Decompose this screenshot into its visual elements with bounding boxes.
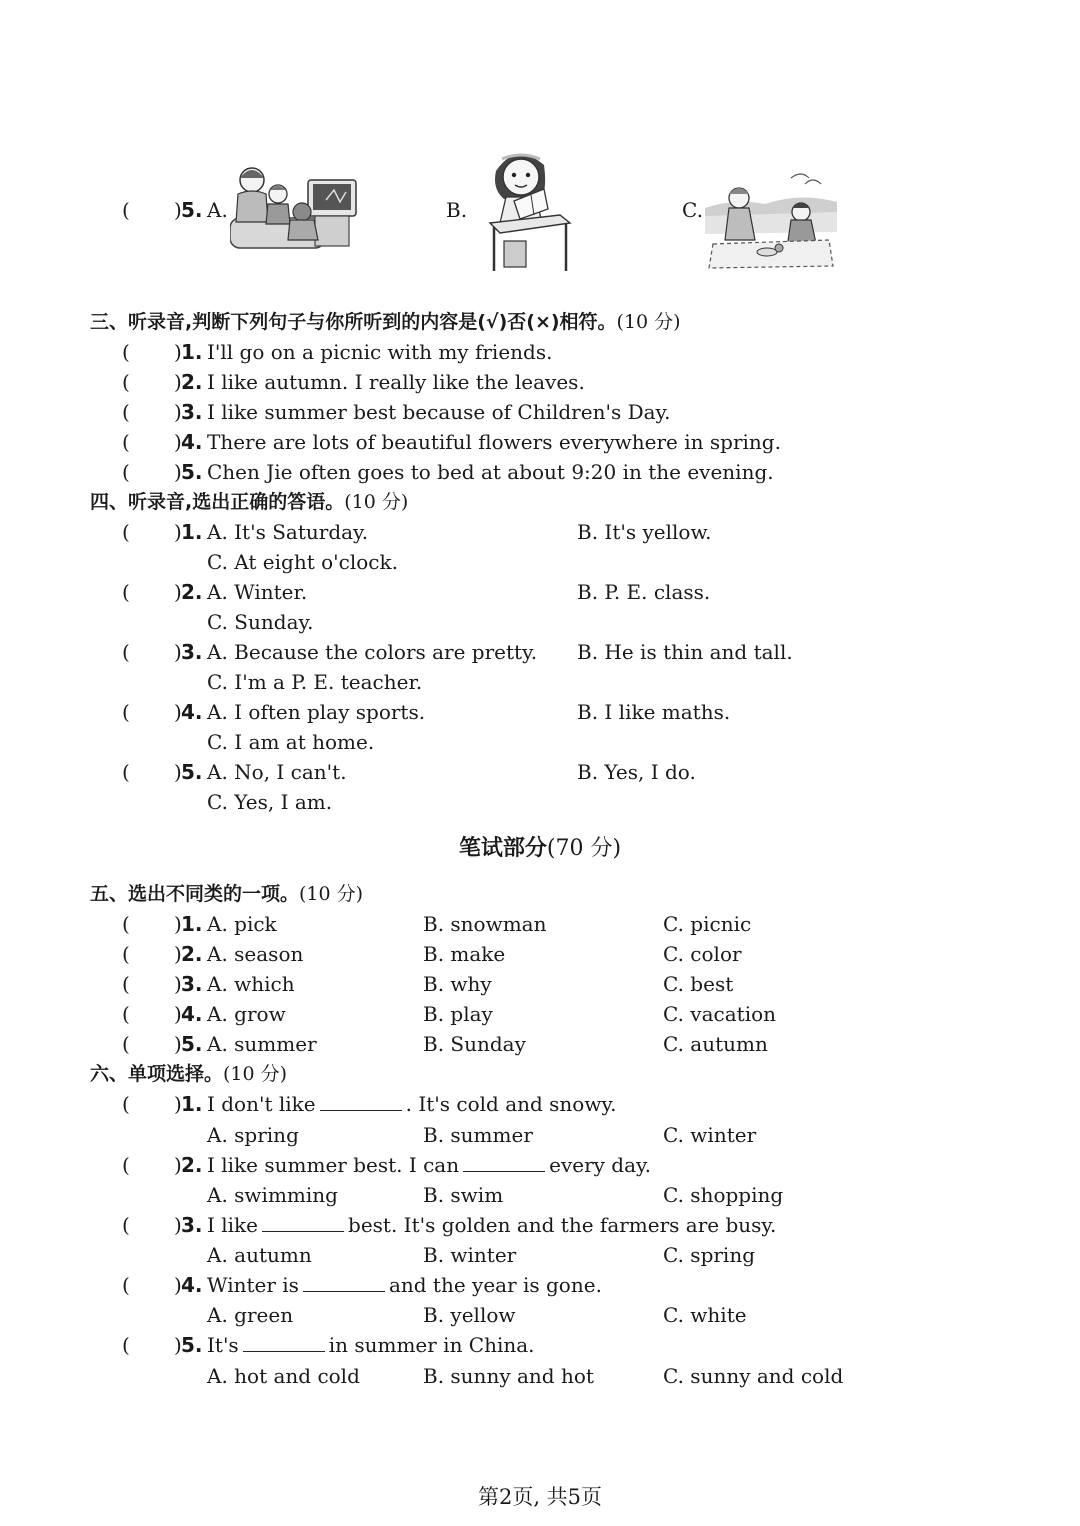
question-pre: I don't like xyxy=(207,1092,316,1116)
answer-paren-close: ) xyxy=(174,370,182,394)
answer-paren-open: ( xyxy=(122,460,130,484)
sec4-item-4 xyxy=(0,697,1080,727)
option-c: C. autumn xyxy=(663,1032,768,1056)
option-b: B. why xyxy=(423,972,492,996)
section-4-title-text: 四、听录音,选出正确的答语。 xyxy=(90,491,345,513)
answer-paren-close: ) xyxy=(174,942,182,966)
option-b: B. make xyxy=(423,942,506,966)
answer-paren-open: ( xyxy=(122,700,130,724)
option-a: A. which xyxy=(207,972,295,996)
option-b-label: B. xyxy=(446,198,468,222)
answer-paren-close: ) xyxy=(174,430,182,454)
question-text: I like summer best because of Children's Day. xyxy=(207,400,671,424)
sec6-item-3-options xyxy=(0,1240,1080,1270)
section-3-title xyxy=(90,307,681,337)
section-3-points: (10 分) xyxy=(616,311,681,333)
sec6-item-1 xyxy=(0,1089,1080,1119)
question-post: and the year is gone. xyxy=(388,1273,602,1297)
option-b: B. snowman xyxy=(423,912,547,936)
question-number: 5. xyxy=(181,760,203,784)
sec4-item-5-c xyxy=(0,787,1080,817)
sec4-item-4-c xyxy=(0,727,1080,757)
sec5-item-1 xyxy=(0,909,1080,939)
sec4-item-2-c xyxy=(0,607,1080,637)
option-a: A. hot and cold xyxy=(207,1364,360,1388)
option-b: B. It's yellow. xyxy=(577,520,712,544)
section-5-title-text: 五、选出不同类的一项。 xyxy=(90,883,300,905)
girl-reading-at-desk-icon xyxy=(486,145,578,275)
sec6-item-5 xyxy=(0,1330,1080,1360)
sec6-item-4-options xyxy=(0,1300,1080,1330)
answer-paren-open: ( xyxy=(122,198,130,222)
answer-paren-open: ( xyxy=(122,1213,130,1237)
question-post: best. It's golden and the farmers are busy. xyxy=(348,1213,777,1237)
kids-picnic-icon xyxy=(705,168,837,272)
answer-paren-open: ( xyxy=(122,640,130,664)
fill-blank[interactable] xyxy=(320,1090,402,1111)
sec5-item-2 xyxy=(0,939,1080,969)
answer-paren-close: ) xyxy=(174,1213,182,1237)
question-text: I like autumn. I really like the leaves. xyxy=(207,370,585,394)
question-pre: Winter is xyxy=(207,1273,299,1297)
written-part-points: (70 分) xyxy=(546,836,622,861)
answer-paren-open: ( xyxy=(122,370,130,394)
option-a: A. Because the colors are pretty. xyxy=(207,640,538,664)
question-number: 5. xyxy=(181,1032,203,1056)
question-number: 1. xyxy=(181,340,203,364)
sec5-item-3 xyxy=(0,969,1080,999)
section-6-points: (10 分) xyxy=(223,1063,288,1085)
section-4-title xyxy=(90,487,408,517)
answer-paren-open: ( xyxy=(122,430,130,454)
question-number: 5. xyxy=(181,198,203,222)
question-number: 4. xyxy=(181,700,203,724)
option-a: A. summer xyxy=(207,1032,317,1056)
section-6-title xyxy=(90,1059,287,1089)
section-3-title-text: 三、听录音,判断下列句子与你所听到的内容是(√)否(×)相符。 xyxy=(90,311,617,333)
question-text: Chen Jie often goes to bed at about 9:20 in the evening. xyxy=(207,460,774,484)
family-watching-tv-icon xyxy=(230,160,360,255)
option-b: B. play xyxy=(423,1002,493,1026)
question-text: I'll go on a picnic with my friends. xyxy=(207,340,553,364)
sec5-item-4 xyxy=(0,999,1080,1029)
sec3-item-2 xyxy=(0,367,1080,397)
question-text: There are lots of beautiful flowers everywhere in spring. xyxy=(207,430,781,454)
answer-paren-close: ) xyxy=(174,400,182,424)
sec5-item-5 xyxy=(0,1029,1080,1059)
question-number: 3. xyxy=(181,1213,203,1237)
section-6-title-text: 六、单项选择。 xyxy=(90,1063,224,1085)
question-number: 3. xyxy=(181,972,203,996)
option-b: B. summer xyxy=(423,1123,533,1147)
question-text xyxy=(207,1270,602,1300)
sec3-item-5 xyxy=(0,457,1080,487)
answer-paren-close: ) xyxy=(174,340,182,364)
option-b: B. winter xyxy=(423,1243,517,1267)
option-c: C. picnic xyxy=(663,912,752,936)
option-b: B. I like maths. xyxy=(577,700,731,724)
section-4-points: (10 分) xyxy=(344,491,409,513)
option-b: B. swim xyxy=(423,1183,504,1207)
sec6-item-4 xyxy=(0,1270,1080,1300)
sec6-item-5-options xyxy=(0,1361,1080,1391)
option-b: B. Sunday xyxy=(423,1032,526,1056)
question-text xyxy=(207,1210,776,1240)
answer-paren-close: ) xyxy=(174,1153,182,1177)
section-5-points: (10 分) xyxy=(299,883,364,905)
question-number: 1. xyxy=(181,520,203,544)
option-a-label: A. xyxy=(207,198,228,222)
question-pre: I like xyxy=(207,1213,259,1237)
fill-blank[interactable] xyxy=(243,1331,325,1352)
option-a: A. Winter. xyxy=(207,580,308,604)
fill-blank[interactable] xyxy=(463,1151,545,1172)
question-pre: I like summer best. I can xyxy=(207,1153,460,1177)
option-a: A. spring xyxy=(207,1123,299,1147)
answer-paren-open: ( xyxy=(122,1032,130,1056)
sec6-item-2-options xyxy=(0,1180,1080,1210)
question-post: every day. xyxy=(549,1153,652,1177)
option-c-label: C. xyxy=(682,198,703,222)
answer-paren-close: ) xyxy=(174,1092,182,1116)
option-c: C. shopping xyxy=(663,1183,784,1207)
option-c: C. I'm a P. E. teacher. xyxy=(207,670,423,694)
question-number: 5. xyxy=(181,460,203,484)
question-number: 3. xyxy=(181,400,203,424)
sec4-item-5 xyxy=(0,757,1080,787)
option-a: A. pick xyxy=(207,912,277,936)
option-a: A. autumn xyxy=(207,1243,312,1267)
fill-blank[interactable] xyxy=(303,1271,385,1292)
answer-paren-open: ( xyxy=(122,972,130,996)
option-c: C. At eight o'clock. xyxy=(207,550,398,574)
answer-paren-open: ( xyxy=(122,1333,130,1357)
answer-paren-close: ) xyxy=(174,580,182,604)
question-text xyxy=(207,1089,616,1119)
question-post: in summer in China. xyxy=(328,1333,535,1357)
option-a: A. grow xyxy=(207,1002,286,1026)
sec6-item-1-options xyxy=(0,1120,1080,1150)
page-footer: 第2页, 共5页 xyxy=(477,1485,603,1509)
answer-paren-close: ) xyxy=(174,1032,182,1056)
answer-paren-close: ) xyxy=(174,520,182,544)
option-a: A. I often play sports. xyxy=(207,700,426,724)
sec4-item-1 xyxy=(0,517,1080,547)
option-b: B. Yes, I do. xyxy=(577,760,696,784)
answer-paren-open: ( xyxy=(122,760,130,784)
answer-paren-close: ) xyxy=(174,1333,182,1357)
sec4-item-3-c xyxy=(0,667,1080,697)
answer-paren-close: ) xyxy=(174,1273,182,1297)
option-c: C. Yes, I am. xyxy=(207,790,333,814)
option-c: C. white xyxy=(663,1303,747,1327)
question-pre: It's xyxy=(207,1333,239,1357)
answer-paren-open: ( xyxy=(122,1092,130,1116)
option-c: C. winter xyxy=(663,1123,757,1147)
sec3-item-3 xyxy=(0,397,1080,427)
section-5-title xyxy=(90,879,363,909)
option-c: C. color xyxy=(663,942,742,966)
answer-paren-open: ( xyxy=(122,942,130,966)
option-c: C. vacation xyxy=(663,1002,777,1026)
answer-paren-close: ) xyxy=(174,198,182,222)
option-a: A. season xyxy=(207,942,304,966)
question-number: 2. xyxy=(181,580,203,604)
answer-paren-close: ) xyxy=(174,912,182,936)
answer-paren-open: ( xyxy=(122,520,130,544)
answer-paren-close: ) xyxy=(174,700,182,724)
sec4-item-1-c xyxy=(0,547,1080,577)
option-b: B. sunny and hot xyxy=(423,1364,594,1388)
answer-paren-close: ) xyxy=(174,640,182,664)
question-number: 1. xyxy=(181,912,203,936)
question-number: 3. xyxy=(181,640,203,664)
question-number: 2. xyxy=(181,942,203,966)
answer-paren-open: ( xyxy=(122,912,130,936)
option-a: A. It's Saturday. xyxy=(207,520,369,544)
question-post: . It's cold and snowy. xyxy=(405,1092,617,1116)
question-number: 4. xyxy=(181,1273,203,1297)
answer-paren-close: ) xyxy=(174,972,182,996)
option-c: C. Sunday. xyxy=(207,610,314,634)
option-c: C. spring xyxy=(663,1243,756,1267)
answer-paren-open: ( xyxy=(122,340,130,364)
option-b: B. He is thin and tall. xyxy=(577,640,793,664)
answer-paren-open: ( xyxy=(122,1153,130,1177)
option-a: A. swimming xyxy=(207,1183,338,1207)
option-c: C. best xyxy=(663,972,734,996)
option-a: A. green xyxy=(207,1303,294,1327)
question-number: 4. xyxy=(181,1002,203,1026)
fill-blank[interactable] xyxy=(262,1211,344,1232)
answer-paren-close: ) xyxy=(174,760,182,784)
sec3-item-1 xyxy=(0,337,1080,367)
question-number: 2. xyxy=(181,1153,203,1177)
option-b: B. yellow xyxy=(423,1303,516,1327)
written-part-title-text: 笔试部分 xyxy=(458,836,547,861)
question-text xyxy=(207,1330,535,1360)
answer-paren-close: ) xyxy=(174,460,182,484)
question-number: 5. xyxy=(181,1333,203,1357)
question-number: 2. xyxy=(181,370,203,394)
answer-paren-close: ) xyxy=(174,1002,182,1026)
sec4-item-3 xyxy=(0,637,1080,667)
sec3-item-4 xyxy=(0,427,1080,457)
option-a: A. No, I can't. xyxy=(207,760,347,784)
written-part-title xyxy=(0,834,1080,864)
question-number: 4. xyxy=(181,430,203,454)
question-number: 1. xyxy=(181,1092,203,1116)
sec6-item-3 xyxy=(0,1210,1080,1240)
question-text xyxy=(207,1150,651,1180)
answer-paren-open: ( xyxy=(122,1002,130,1026)
answer-paren-open: ( xyxy=(122,580,130,604)
option-c: C. I am at home. xyxy=(207,730,375,754)
option-b: B. P. E. class. xyxy=(577,580,711,604)
answer-paren-open: ( xyxy=(122,400,130,424)
option-c: C. sunny and cold xyxy=(663,1364,844,1388)
answer-paren-open: ( xyxy=(122,1273,130,1297)
sec4-item-2 xyxy=(0,577,1080,607)
sec6-item-2 xyxy=(0,1150,1080,1180)
